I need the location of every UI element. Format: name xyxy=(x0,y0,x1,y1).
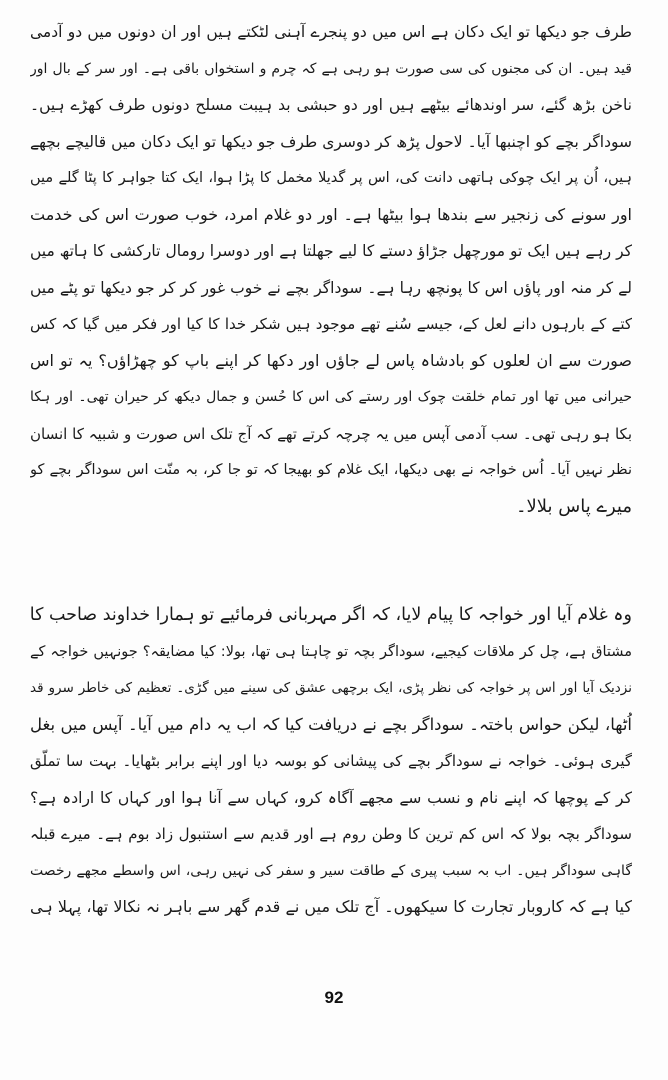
text-line: کیا ہے کہ کاروبار تجارت کا سیکھوں۔ آج تلک میں نے قدم گھر سے باہر نہ نکالا تھا، پہلا ہی xyxy=(30,897,632,916)
text-line: وہ غلام آیا اور خواجہ کا پیام لایا، کہ اگر مہربانی فرمائیے تو ہمارا خداوند صاحب کا xyxy=(30,605,632,625)
text-line: کر کے پوچھا کہ اپنے نام و نسب سے مجھے آگاہ کرو، کہاں سے آنا ہوا اور کہاں کا ارادہ ہے؟ xyxy=(30,788,632,807)
text-line: نزدیک آیا اور اس پر خواجہ کی نظر پڑی، ایک برچھی عشق کی سینے میں گڑی۔ تعظیم کی خاطر سرو قد xyxy=(30,680,632,696)
page-number: 92 xyxy=(324,988,344,1007)
text-line: ہیں، اُن پر ایک چوکی ہاتھی دانت کی، اس پر گدیلا مخمل کا پڑا ہوا، ایک کتا جواہر کا پٹا گلے میں xyxy=(30,170,632,186)
text-line: سوداگر بچے کو اچنبھا آیا۔ لاحول پڑھ کر دوسری طرف جو دیکھا تو ایک دکان میں قالیچے بچھے xyxy=(30,132,632,151)
text-line: مشتاق ہے، چل کر ملاقات کیجیے، سوداگر بچہ تو چاہتا ہی تھا، بولا: کیا مضایقہ؟ جونہیں خواجہ کے xyxy=(30,643,632,660)
text-line: صورت سے ان لعلوں کو بادشاہ پاس لے جاؤں اور دکھا کر اپنے باپ کو چھڑاؤں؟ یہ تو اس xyxy=(30,350,632,370)
text-line: لے کر منہ اور پاؤں اس کا پونچھ رہا ہے۔ سوداگر بچے نے خوب غور کر کر جو دیکھا تو پٹے میں xyxy=(30,278,632,297)
paragraph-1 xyxy=(30,14,632,525)
text-line: گیری ہوئی۔ خواجہ نے سوداگر بچے کی پیشانی کو بوسہ دیا اور اپنے برابر بٹھایا۔ بہت سا تملّق xyxy=(30,752,632,770)
text-line: کر رہے ہیں ایک تو مورچھل جڑاؤ دستے کا لیے جھلتا ہے اور دوسرا رومال تارکشی کا ہاتھ میں xyxy=(30,242,632,260)
text-line: حیرانی میں تھا اور تمام خلقت چوک اور رستے کی اس کا حُسن و جمال دیکھ کر حیران تھی۔ اور ہکا xyxy=(30,389,632,405)
text-line: میرے پاس بلالا۔ xyxy=(515,495,632,517)
paragraph-2 xyxy=(30,597,632,926)
text-line: نظر نہیں آیا۔ اُس خواجہ نے بھی دیکھا، ایک غلام کو بھیجا کہ تو جا کر، بہ منّت اس سوداگر بچے کو xyxy=(30,462,632,478)
text-line: اور سونے کی زنجیر سے بندھا ہوا بیٹھا ہے۔ اور دو غلام امرد، خوب صورت اس کی خدمت xyxy=(30,204,632,224)
text-line: قید ہیں۔ ان کی مجنوں کی سی صورت ہو رہی ہے کہ چرم و استخواں باقی ہے۔ اور سر کے بال اور xyxy=(30,60,632,77)
text-line: طرف جو دیکھا تو ایک دکان ہے اس میں دو پنجرے آہنی لٹکتے ہیں اور ان دونوں میں دو آدمی xyxy=(30,23,632,41)
text-line: گاہی سوداگر ہیں۔ اب بہ سبب پیری کے طاقت سیر و سفر کی نہیں رہی، اس واسطے مجھے رخصت xyxy=(30,862,632,879)
text-line: اُٹھا، لیکن حواس باختہ۔ سوداگر بچے نے دریافت کیا کہ اب یہ دام میں آیا۔ آپس میں بغل xyxy=(30,714,632,734)
text-line: کتے کے بارہوں دانے لعل کے، جیسے سُنے تھے موجود ہیں شکر خدا کا کیا اور فکر میں گیا کہ کس xyxy=(30,315,632,333)
text-line: بکا ہو رہی تھی۔ سب آدمی آپس میں یہ چرچہ کرتے تھے کہ آج تلک اس صورت و شبیہ کا انسان xyxy=(30,424,632,443)
text-line: ناخن بڑھ گئے، سر اوندھائے بیٹھے ہیں اور دو حبشی بد ہیبت مسلح دونوں طرف کھڑے ہیں۔ xyxy=(30,96,632,114)
text-line: سوداگر بچہ بولا کہ اس کم ترین کا وطن روم ہے اور قدیم سے استنبول زاد بوم ہے۔ میرے قبلہ xyxy=(30,825,632,843)
